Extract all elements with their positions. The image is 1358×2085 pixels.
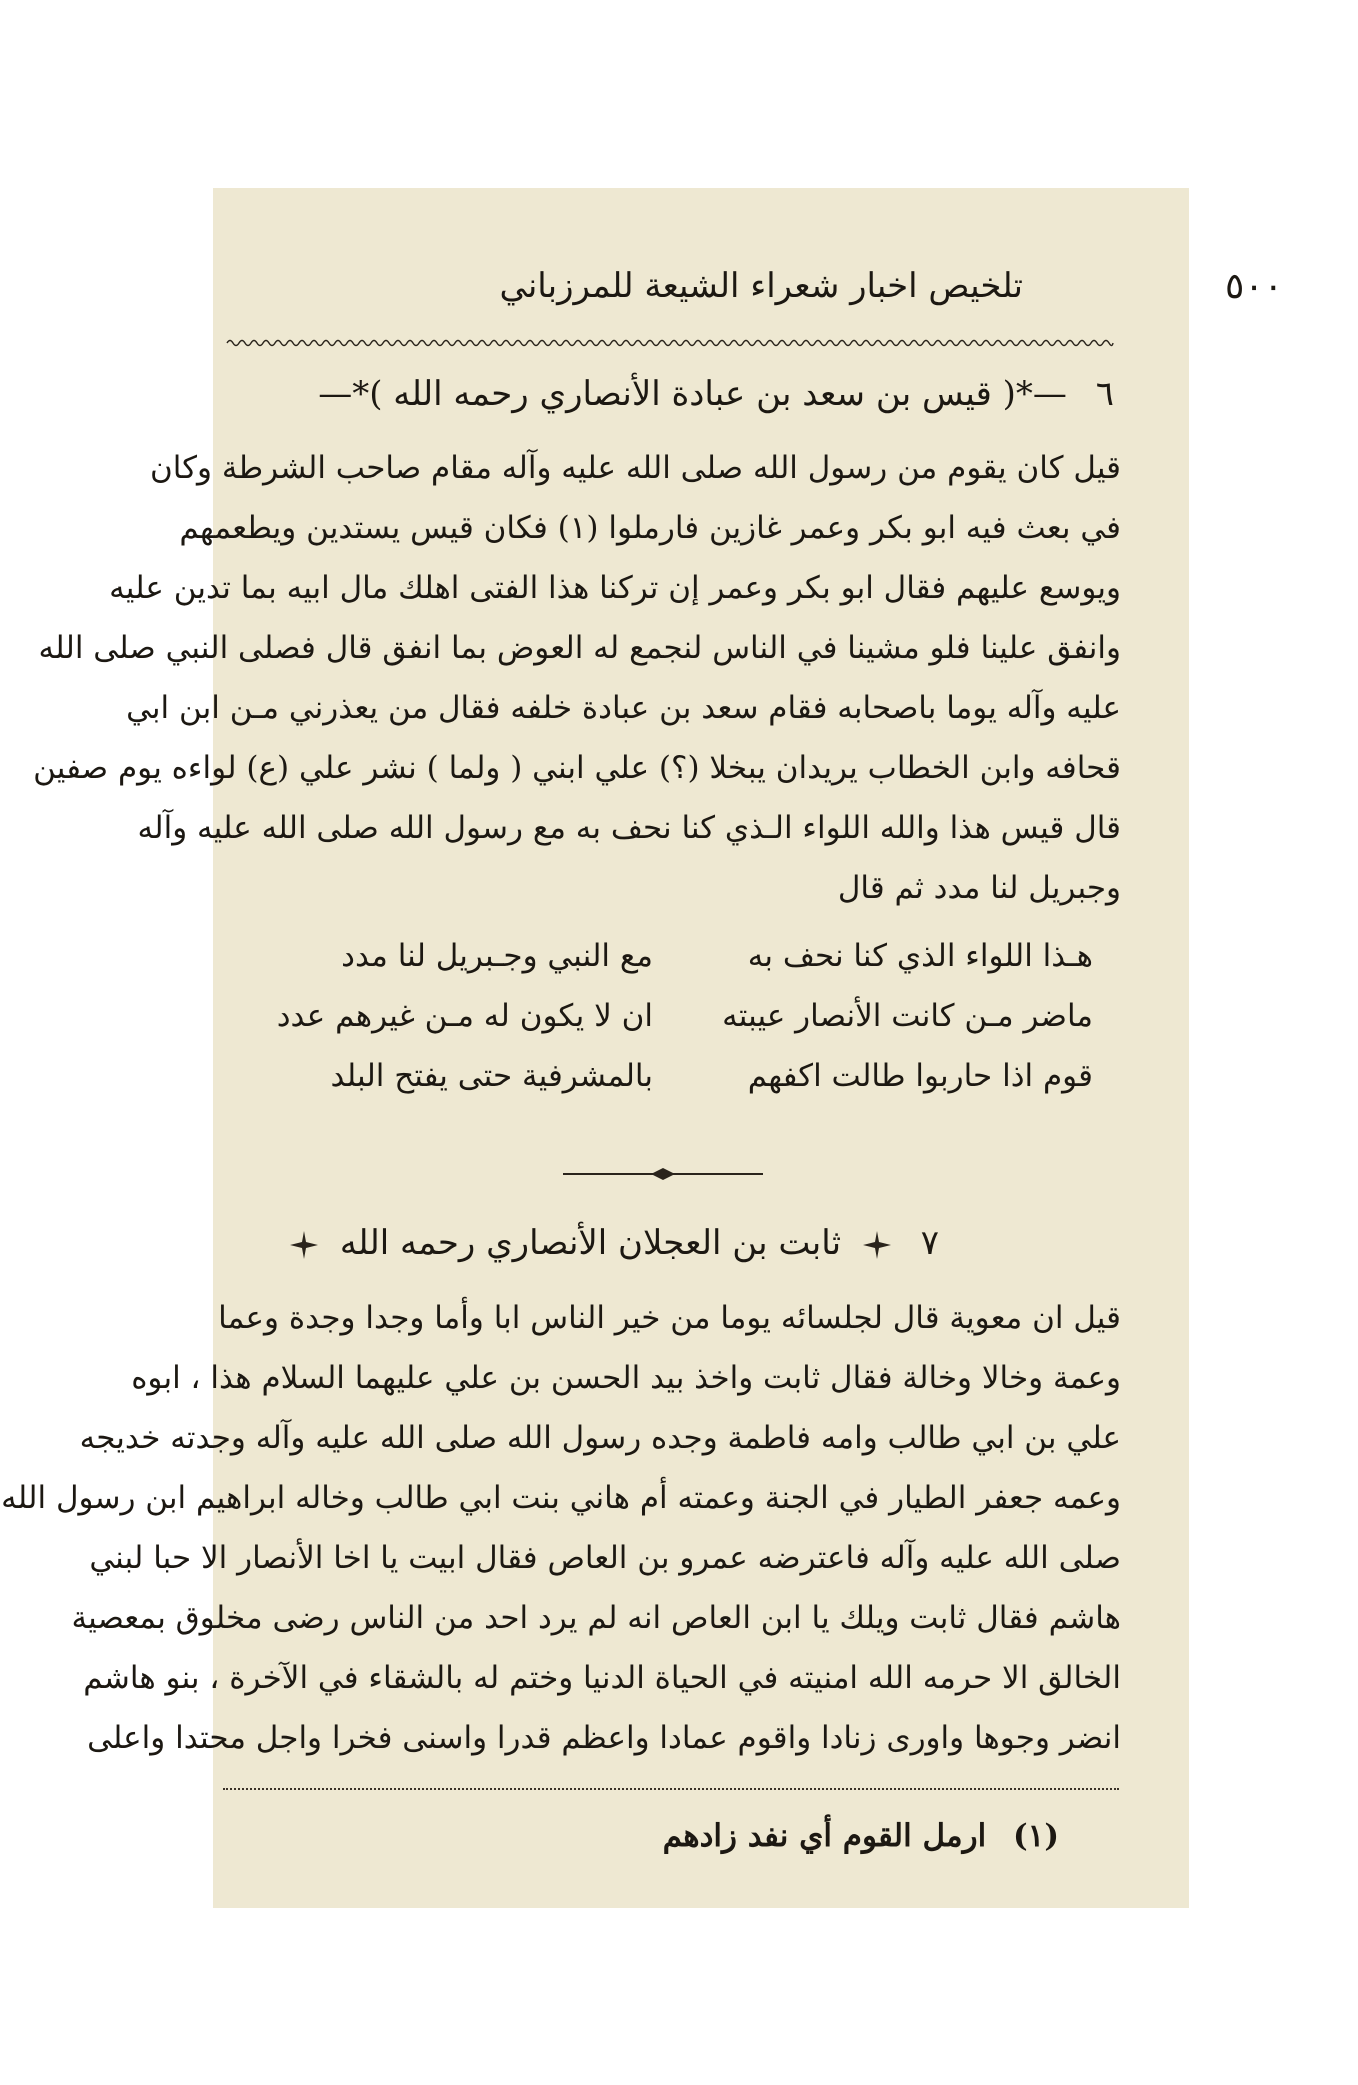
text-line: انضر وجوها واورى زنادا واقوم عمادا واعظم قدرا واسنى فخرا واجل محتدا واعلى xyxy=(87,1720,1121,1756)
poem xyxy=(273,938,1093,1118)
poem-verse xyxy=(273,998,1093,1058)
poem-verse xyxy=(273,938,1093,998)
entry-6-paragraph xyxy=(33,438,1121,918)
running-header xyxy=(398,260,1283,324)
verse-second-hemistich: بالمشرفية حتى يفتح البلد xyxy=(330,1058,653,1094)
text-line: هاشم فقال ثابت ويلك يا ابن العاص انه لم يرد احد من الناس رضى مخلوق بمعصية xyxy=(71,1600,1121,1636)
text-line: في بعث فيه ابو بكر وعمر غازين فارملوا (١) فكان قيس يستدين ويطعمهم xyxy=(179,510,1121,546)
verse-second-hemistich: ان لا يكون له مـن غيرهم عدد xyxy=(276,998,653,1034)
text-line: وعمه جعفر الطيار في الجنة وعمته أم هاني بنت ابي طالب وخاله ابراهيم ابن رسول الله xyxy=(1,1480,1121,1516)
header-wavy-rule xyxy=(227,338,1113,348)
entry-6-heading xyxy=(318,374,1114,414)
text-line: علي بن ابي طالب وامه فاطمة وجده رسول الله صلى الله عليه وآله وجدته خديجه xyxy=(79,1420,1121,1456)
text-line: صلى الله عليه وآله فاعترضه عمرو بن العاص فقال ابيت يا اخا الأنصار الا حبا لبني xyxy=(89,1540,1121,1576)
text-line: قيل ان معوية قال لجلسائه يوما من خير الناس ابا وأما وجدا وجدة وعما xyxy=(218,1300,1121,1336)
text-line: قيل كان يقوم من رسول الله صلى الله عليه وآله مقام صاحب الشرطة وكان xyxy=(150,450,1121,486)
footnote-text: ارمل القوم أي نفد زادهم xyxy=(662,1818,987,1854)
section-divider xyxy=(563,1166,763,1182)
ornament-icon xyxy=(862,1230,892,1260)
verse-first-hemistich: ماضر مـن كانت الأنصار عيبته xyxy=(722,998,1093,1034)
entry-6-number: ٦ xyxy=(1095,374,1114,414)
entry-7-number: ٧ xyxy=(920,1223,939,1263)
entry-7-heading xyxy=(289,1223,939,1263)
footnote xyxy=(663,1818,1059,1854)
entry-7-title: ثابت بن العجلان الأنصاري رحمه الله xyxy=(339,1223,842,1263)
text-line: ويوسع عليهم فقال ابو بكر وعمر إن تركنا هذا الفتى اهلك مال ابيه بما تدين عليه xyxy=(109,570,1121,606)
verse-first-hemistich: هـذا اللواء الذي كنا نحف به xyxy=(747,938,1093,974)
poem-verse xyxy=(273,1058,1093,1118)
entry-7-paragraph xyxy=(1,1288,1121,1768)
book-page xyxy=(1,188,1283,1908)
running-title: تلخيص اخبار شعراء الشيعة للمرزباني xyxy=(499,266,1023,306)
text-line: الخالق الا حرمه الله امنيته في الحياة الدنيا وختم له بالشقاء في الآخرة ، بنو هاشم xyxy=(83,1660,1121,1696)
page-number: ٥٠٠ xyxy=(1224,266,1283,307)
verse-second-hemistich: مع النبي وجـبريل لنا مدد xyxy=(341,938,653,974)
text-line: وجبريل لنا مدد ثم قال xyxy=(837,870,1121,906)
entry-6-title: —*( قيس بن سعد بن عبادة الأنصاري رحمه الله )*— xyxy=(318,374,1067,414)
text-line: قال قيس هذا والله اللواء الـذي كنا نحف به مع رسول الله صلى الله عليه وآله xyxy=(137,810,1121,846)
text-line: وعمة وخالا وخالة فقال ثابت واخذ بيد الحسن بن علي عليهما السلام هذا ، ابوه xyxy=(131,1360,1121,1396)
text-line: قحافه وابن الخطاب يريدان يبخلا (؟) علي ابني ( ولما ) نشر علي (ع) لواءه يوم صفين xyxy=(33,750,1121,786)
footnote-separator xyxy=(223,1788,1119,1792)
text-line: عليه وآله يوما باصحابه فقام سعد بن عبادة خلفه فقال من يعذرني مـن ابن ابي xyxy=(126,690,1121,726)
ornament-icon xyxy=(289,1230,319,1260)
verse-first-hemistich: قوم اذا حاربوا طالت اكفهم xyxy=(747,1058,1093,1094)
text-line: وانفق علينا فلو مشينا في الناس لنجمع له العوض بما انفق قال فصلى النبي صلى الله xyxy=(38,630,1121,666)
footnote-marker: (١) xyxy=(1013,1818,1059,1854)
